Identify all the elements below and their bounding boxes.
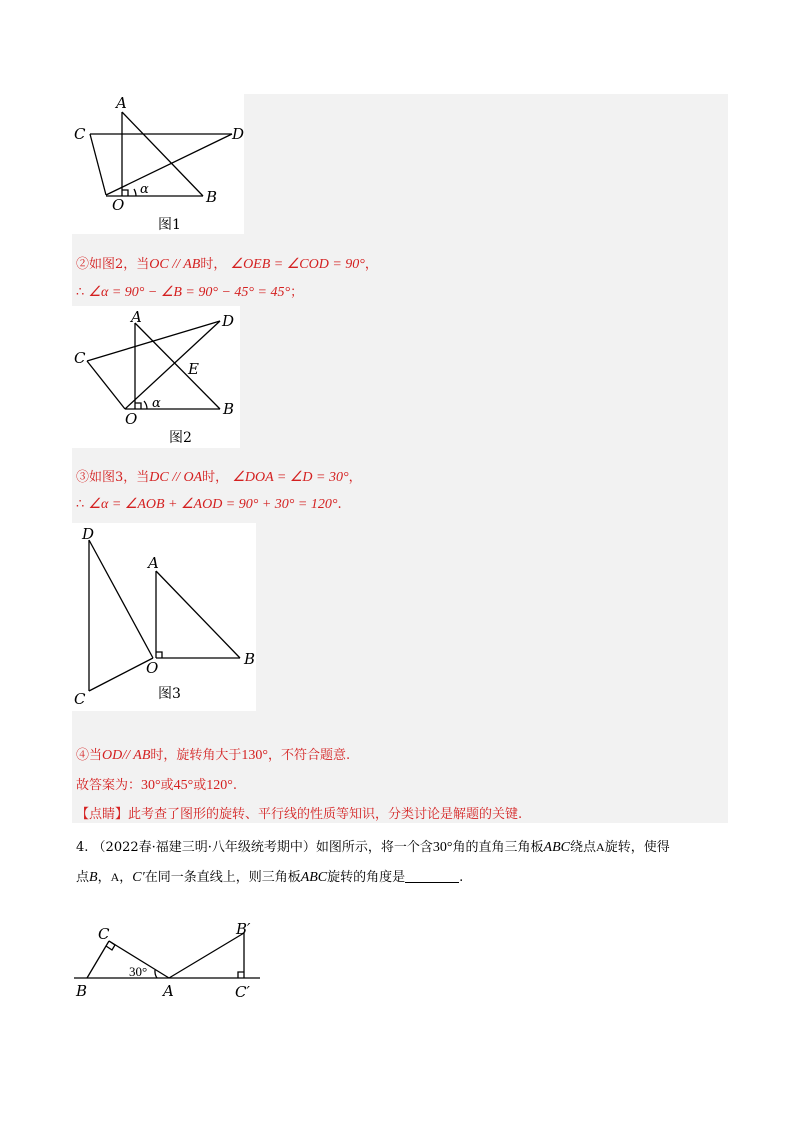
- label-b: B: [206, 188, 218, 206]
- comment-text: 此考查了图形的旋转、平行线的性质等知识，分类讨论是解题的关键.: [128, 807, 523, 822]
- label-c: C: [74, 690, 86, 708]
- case3-line1: ③如图3，当DC // OA时， ∠DOA = ∠D = 30°，: [76, 470, 362, 485]
- case4-line: ④当OD// AB时，旋转角大于130°，不符合题意.: [76, 748, 351, 763]
- alpha-arc: [144, 401, 147, 409]
- problem4-line1: 4. （2022春·福建三明·八年级统考期中）如图所示，将一个含30°角的直角三角板ABC绕点A旋转，使得: [76, 840, 670, 855]
- segment-co: [89, 658, 153, 691]
- label-angle: 30°: [129, 964, 148, 979]
- segment-co: [87, 361, 125, 409]
- case3-line2: ∴ ∠α = ∠AOB + ∠AOD = 90° + 30° = 120°.: [76, 497, 342, 512]
- figure-3-caption: 图3: [158, 686, 181, 702]
- label-b: B: [76, 982, 88, 1000]
- label-d: D: [232, 125, 244, 143]
- label-c: C: [98, 925, 110, 943]
- figure-2: [72, 306, 240, 448]
- label-b: B: [223, 400, 235, 418]
- label-c: C: [74, 349, 86, 367]
- segment-do: [89, 540, 153, 658]
- angle-arc: [155, 970, 157, 978]
- label-o: O: [125, 410, 138, 428]
- right-angle-mark: [156, 652, 162, 658]
- comment-line: [76, 803, 522, 822]
- figure-1: [72, 94, 244, 234]
- label-a: A: [163, 982, 174, 1000]
- alpha-arc: [134, 189, 136, 196]
- right-angle-mark: [135, 403, 141, 409]
- case2-line2: ∴ ∠α = 90° − ∠B = 90° − 45° = 45°；: [76, 285, 304, 300]
- label-c: C: [74, 125, 86, 143]
- label-o: O: [112, 196, 125, 214]
- segment-ab-prime: [169, 933, 244, 978]
- segment-ab: [135, 323, 220, 409]
- segment-od: [125, 321, 220, 409]
- answer-blank[interactable]: [405, 870, 459, 883]
- segment-od: [106, 134, 232, 195]
- right-angle-mark-c-prime: [238, 972, 244, 978]
- label-b-prime: B′: [236, 920, 251, 938]
- label-a: A: [116, 94, 127, 112]
- label-a: A: [148, 554, 159, 572]
- figure-3: [72, 523, 256, 711]
- label-c-prime: C′: [235, 983, 250, 1001]
- case2-line1: ②如图2，当OC // AB时， ∠OEB = ∠COD = 90°，: [76, 257, 378, 272]
- comment-tag: 【点睛】: [76, 807, 129, 822]
- label-alpha: α: [140, 182, 149, 197]
- segment-ab: [156, 571, 240, 658]
- segment-co: [90, 134, 106, 195]
- figure-2-caption: 图2: [169, 430, 192, 446]
- figure-4: [72, 916, 272, 1006]
- answer-line: 故答案为：30°或45°或120°.: [76, 778, 238, 793]
- problem4-line2: 点B，A，C′在同一条直线上，则三角板ABC旋转的角度是 .: [76, 870, 464, 885]
- label-e: E: [188, 360, 199, 378]
- label-d: D: [222, 312, 235, 330]
- label-a: A: [131, 308, 142, 326]
- label-o: O: [146, 659, 159, 677]
- label-d: D: [82, 525, 95, 543]
- figure-1-caption: 图1: [158, 217, 181, 233]
- label-b: B: [244, 650, 256, 668]
- label-alpha: α: [152, 396, 161, 411]
